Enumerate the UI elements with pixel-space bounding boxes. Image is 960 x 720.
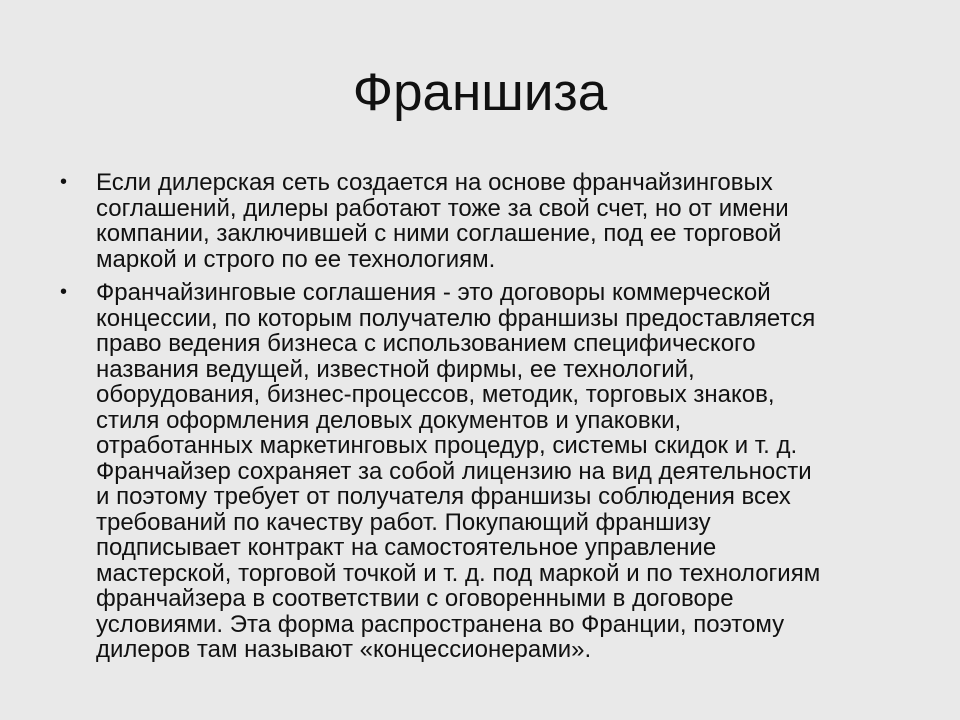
bullet-line: оборудования, бизнес-процессов, методик, торговых знаков,	[96, 381, 775, 408]
bullet-line: компании, заключившей с ними соглашение, под ее торговой	[96, 220, 782, 247]
bullet-line: Если дилерская сеть создается на основе франчайзинговых	[96, 169, 773, 196]
bullet-list	[60, 170, 920, 671]
bullet-line: подписывает контракт на самостоятельное управление	[96, 534, 717, 561]
bullet-line: мастерской, торговой точкой и т. д. под маркой и по технологиям	[96, 559, 821, 587]
bullet-line: названия ведущей, известной фирмы, ее технологий,	[96, 355, 695, 383]
bullet-line: отработанных маркетинговых процедур, системы скидок и т. д.	[96, 432, 798, 459]
bullet-marker: •	[60, 281, 68, 303]
bullet-line: Франчайзинговые соглашения - это договоры коммерческой	[96, 279, 771, 306]
bullet-line: маркой и строго по ее технологиям.	[96, 245, 496, 273]
bullet-line: и поэтому требует от получателя франшизы соблюдения всех	[96, 483, 791, 510]
bullet-line: концессии, по которым получателю франшизы предоставляется	[96, 304, 816, 332]
bullet-line: Франчайзер сохраняет за собой лицензию на вид деятельности	[96, 457, 812, 485]
bullet-item-2	[60, 280, 920, 663]
bullet-line: дилеров там называют «концессионерами».	[96, 636, 592, 663]
bullet-line: стиля оформления деловых документов и упаковки,	[96, 406, 682, 434]
bullet-line: соглашений, дилеры работают тоже за свой счет, но от имени	[96, 194, 789, 222]
bullet-marker: •	[60, 171, 68, 193]
bullet-line: право ведения бизнеса с использованием специфического	[96, 330, 756, 357]
bullet-line: франчайзера в соответствии с оговоренными в договоре	[96, 585, 734, 612]
slide-title: Франшиза	[352, 63, 608, 122]
bullet-line: условиями. Эта форма распространена во Франции, поэтому	[96, 610, 785, 638]
bullet-item-1	[60, 170, 920, 272]
bullet-line: требований по качеству работ. Покупающий франшизу	[96, 508, 711, 536]
